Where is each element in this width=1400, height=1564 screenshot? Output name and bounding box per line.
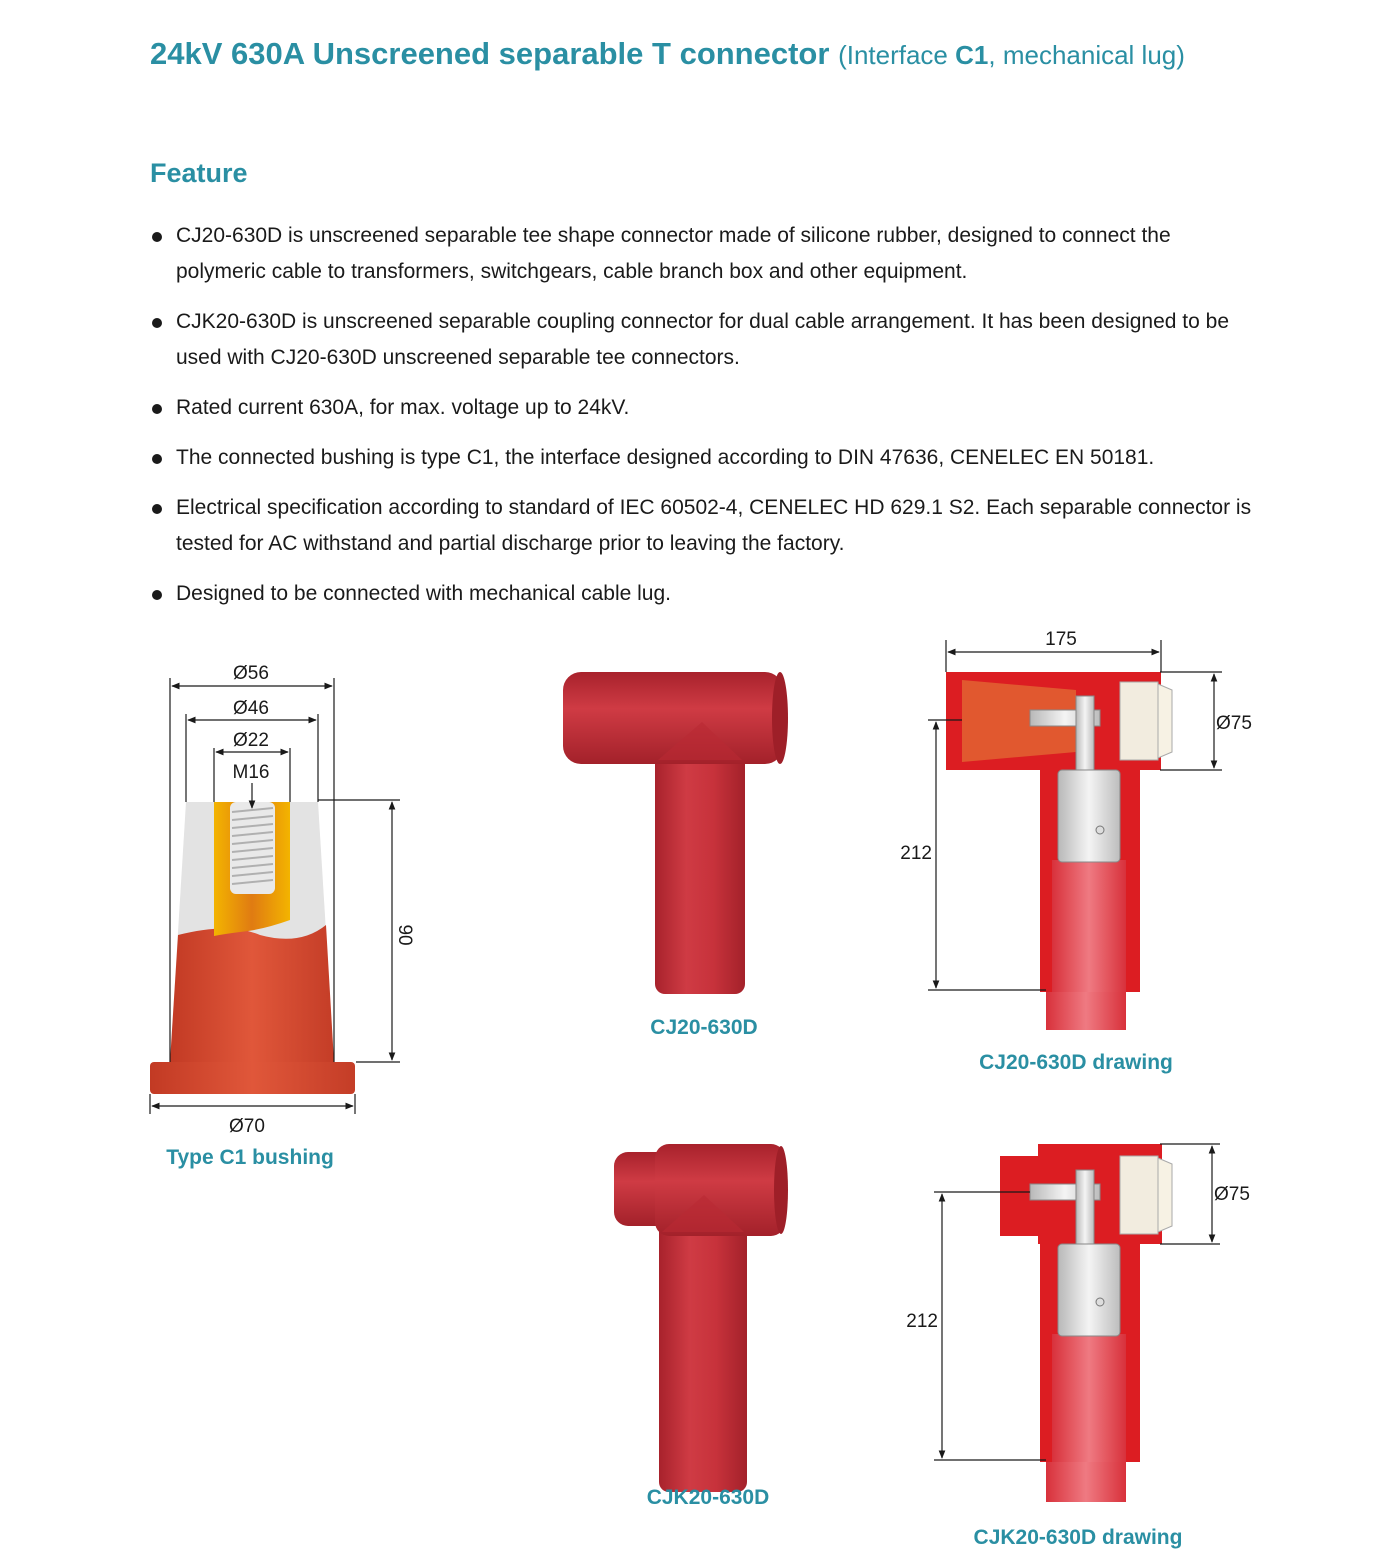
dim-d56: Ø56: [233, 663, 269, 684]
feature-item: The connected bushing is type C1, the interface designed according to DIN 47636, CENELEC EN 50181.: [150, 440, 1260, 476]
dim-height-90: 90: [394, 924, 415, 946]
feature-item: CJ20-630D is unscreened separable tee shape connector made of silicone rubber, designed to connect the polymeric cable to transformers, switchgears, cable branch box and other equipment.: [150, 218, 1260, 290]
dim-d22: Ø22: [233, 730, 269, 751]
title-main: 24kV 630A Unscreened separable T connector: [150, 36, 830, 71]
cjk20-drawing-cable: [1046, 1460, 1126, 1502]
feature-item: CJK20-630D is unscreened separable coupling connector for dual cable arrangement. It has been designed to be used with CJ20-630D unscreened separable tee connectors.: [150, 304, 1260, 376]
cj20-drawing: [900, 629, 1252, 1030]
bushing-figure: [150, 663, 415, 1137]
feature-item: Electrical specification according to standard of IEC 60502-4, CENELEC HD 629.1 S2. Each separable connector is tested for AC withstand and partial discharge prior to leaving the factory.: [150, 490, 1260, 562]
caption-cj20-drawing: CJ20-630D drawing: [979, 1051, 1173, 1074]
dim-d70: Ø70: [229, 1116, 265, 1137]
caption-type-c1-bushing: Type C1 bushing: [166, 1146, 334, 1169]
cjk20-drawing-lug: [1058, 1244, 1120, 1336]
dim-cj20-175: 175: [1045, 629, 1077, 650]
caption-cj20: CJ20-630D: [650, 1016, 758, 1039]
title-interface: C1: [955, 40, 989, 70]
dim-cj20-212: 212: [900, 843, 932, 864]
dim-cjk20-d75: Ø75: [1214, 1184, 1250, 1205]
cj20-drawing-cap: [1120, 682, 1158, 760]
dim-d46: Ø46: [233, 698, 269, 719]
caption-cjk20: CJK20-630D: [646, 1486, 770, 1509]
bushing-flange: [150, 1062, 355, 1094]
cjk20-drawing: [906, 1144, 1250, 1502]
cjk20-drawing-cap: [1120, 1156, 1158, 1234]
cj20-drawing-lug: [1058, 770, 1120, 862]
dim-cj20-d75: Ø75: [1216, 713, 1252, 734]
cjk20-photo: [614, 1144, 788, 1492]
dim-m16: M16: [232, 762, 270, 783]
caption-cjk20-drawing: CJK20-630D drawing: [973, 1526, 1183, 1549]
bushing-body-bottom: [170, 925, 334, 1062]
feature-heading: Feature: [150, 158, 248, 188]
feature-item: Designed to be connected with mechanical cable lug.: [150, 576, 1260, 612]
feature-item: Rated current 630A, for max. voltage up to 24kV.: [150, 390, 1260, 426]
cj20-drawing-cable: [1046, 990, 1126, 1030]
title-paren-close: , mechanical lug): [988, 40, 1185, 70]
dim-cjk20-212: 212: [906, 1311, 938, 1332]
cj20-photo: [563, 672, 788, 994]
title-paren-open: (Interface: [838, 40, 956, 70]
